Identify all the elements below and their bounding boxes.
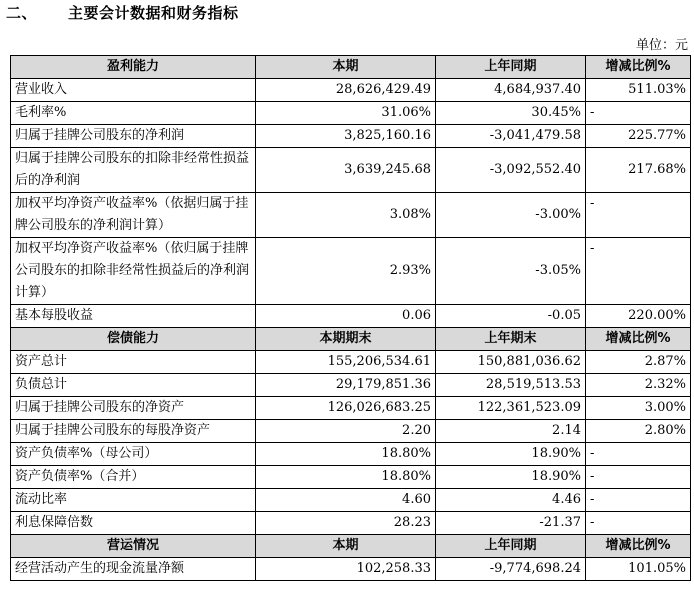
header-cell: 偿债能力 [11,328,256,351]
previous-value: 28,519,513.53 [436,374,586,397]
row-label: 归属于挂牌公司股东的净利润 [11,125,256,148]
previous-value: -0.05 [436,305,586,328]
table-header-row [11,328,691,351]
row-label: 资产负债率%（合并） [11,466,256,489]
current-value: 3,639,245.68 [256,148,436,193]
current-value: 2.20 [256,420,436,443]
section-title: 主要会计数据和财务指标 [68,4,239,22]
current-value: 0.06 [256,305,436,328]
previous-value: 4,684,937.40 [436,79,586,102]
table-row [11,238,691,305]
row-label: 经营活动产生的现金流量净额 [11,558,256,581]
section-heading [6,2,239,23]
current-value: 18.80% [256,443,436,466]
previous-value: 30.45% [436,102,586,125]
table-row [11,558,691,581]
previous-value: 4.46 [436,489,586,512]
previous-value: -3.05% [436,238,586,305]
change-value: - [586,512,691,535]
table-row [11,125,691,148]
header-cell: 上年同期 [436,535,586,558]
change-value: 511.03% [586,79,691,102]
change-value: - [586,466,691,489]
table-row [11,466,691,489]
row-label: 营业收入 [11,79,256,102]
change-value: - [586,443,691,466]
previous-value: -3,092,552.40 [436,148,586,193]
change-value: 2.80% [586,420,691,443]
table-row [11,374,691,397]
row-label: 负债总计 [11,374,256,397]
previous-value: 150,881,036.62 [436,351,586,374]
row-label: 加权平均净资产收益率%（依归属于挂牌公司股东的扣除非经常性损益后的净利润计算） [11,238,256,305]
table-row [11,193,691,238]
current-value: 126,026,683.25 [256,397,436,420]
change-value: - [586,193,691,238]
row-label: 加权平均净资产收益率%（依据归属于挂牌公司股东的净利润计算） [11,193,256,238]
previous-value: 18.90% [436,443,586,466]
table-row [11,305,691,328]
row-label: 资产总计 [11,351,256,374]
change-value: - [586,489,691,512]
row-label: 归属于挂牌公司股东的净资产 [11,397,256,420]
change-value: 2.87% [586,351,691,374]
table-row [11,489,691,512]
table-row [11,420,691,443]
unit-label: 单位：元 [635,38,688,53]
previous-value: -21.37 [436,512,586,535]
current-value: 28.23 [256,512,436,535]
table-row [11,512,691,535]
current-value: 3.08% [256,193,436,238]
header-cell: 营运情况 [11,535,256,558]
current-value: 31.06% [256,102,436,125]
section-number: 二、 [6,4,38,22]
change-value: 2.32% [586,374,691,397]
row-label: 归属于挂牌公司股东的每股净资产 [11,420,256,443]
row-label: 归属于挂牌公司股东的扣除非经常性损益后的净利润 [11,148,256,193]
previous-value: -9,774,698.24 [436,558,586,581]
header-cell: 上年期末 [436,328,586,351]
previous-value: -3,041,479.58 [436,125,586,148]
header-cell: 增减比例% [586,535,691,558]
row-label: 基本每股收益 [11,305,256,328]
previous-value: 18.90% [436,466,586,489]
table-row [11,148,691,193]
change-value: 220.00% [586,305,691,328]
change-value: - [586,102,691,125]
change-value: - [586,238,691,305]
table-row [11,102,691,125]
header-cell: 本期 [256,535,436,558]
row-label: 毛利率% [11,102,256,125]
previous-value: 122,361,523.09 [436,397,586,420]
previous-value: -3.00% [436,193,586,238]
current-value: 18.80% [256,466,436,489]
previous-value: 2.14 [436,420,586,443]
current-value: 28,626,429.49 [256,79,436,102]
header-cell: 本期期末 [256,328,436,351]
change-value: 3.00% [586,397,691,420]
current-value: 2.93% [256,238,436,305]
row-label: 利息保障倍数 [11,512,256,535]
current-value: 4.60 [256,489,436,512]
table-row [11,351,691,374]
current-value: 102,258.33 [256,558,436,581]
header-cell: 增减比例% [586,56,691,79]
change-value: 217.68% [586,148,691,193]
table-header-row [11,535,691,558]
row-label: 资产负债率%（母公司） [11,443,256,466]
financial-indicators-table [10,55,691,581]
current-value: 29,179,851.36 [256,374,436,397]
change-value: 225.77% [586,125,691,148]
current-value: 3,825,160.16 [256,125,436,148]
table-row [11,79,691,102]
header-cell: 本期 [256,56,436,79]
header-cell: 盈利能力 [11,56,256,79]
table-row [11,443,691,466]
table-header-row [11,56,691,79]
row-label: 流动比率 [11,489,256,512]
change-value: 101.05% [586,558,691,581]
header-cell: 增减比例% [586,328,691,351]
table-row [11,397,691,420]
current-value: 155,206,534.61 [256,351,436,374]
header-cell: 上年同期 [436,56,586,79]
